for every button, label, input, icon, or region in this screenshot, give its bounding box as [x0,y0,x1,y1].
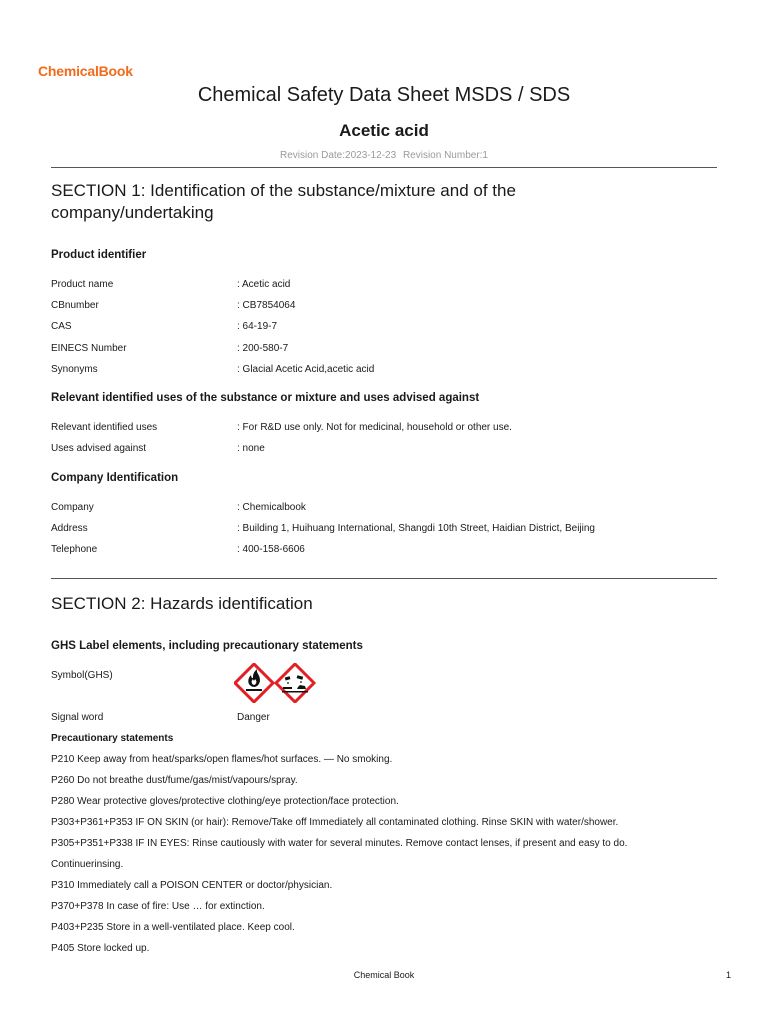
section-divider [51,578,717,579]
revision-date: Revision Date:2023-12-23 [279,150,397,161]
row-label: Company [51,502,94,513]
revision-info [0,150,768,161]
row-label: Uses advised against [51,443,147,454]
precautionary-statement: P305+P351+P338 IF IN EYES: Rinse cautiously with water for several minutes. Remove contact lenses, if present and easy to do. [51,838,628,849]
precautionary-statement: P210 Keep away from heat/sparks/open flames/hot surfaces. — No smoking. [51,754,393,765]
footer-label: Chemical Book [353,970,415,980]
row-label: Synonyms [51,364,98,375]
company-identification-heading: Company Identification [51,472,179,484]
product-title: Acetic acid [339,121,429,140]
precautionary-statement: P310 Immediately call a POISON CENTER or doctor/physician. [51,880,333,891]
section-2-heading: SECTION 2: Hazards identification [51,594,313,613]
flame-pictogram-icon [235,664,273,702]
row-label: EINECS Number [51,343,127,354]
signal-word: Danger [237,712,270,723]
company-row-telephone [51,544,731,558]
identifier-row-einecs [51,343,731,357]
uses-row-advised-against [51,443,731,457]
precautionary-statement: P405 Store locked up. [51,943,150,954]
precautionary-statement: P280 Wear protective gloves/protective clothing/eye protection/face protection. [51,796,399,807]
row-value: : 200-580-7 [237,343,289,354]
identifier-row-product-name [51,279,731,293]
symbol-ghs-row [51,670,731,684]
identifier-row-cbnumber [51,300,731,314]
section-1-heading-line-1: SECTION 1: Identification of the substance/mixture and of the [51,181,516,200]
row-label: CAS [51,321,72,332]
row-label: Symbol(GHS) [51,670,113,681]
row-value: : Glacial Acetic Acid,acetic acid [237,364,375,375]
precautionary-statement: Continuerinsing. [51,859,124,870]
page-number: 1 [725,970,731,980]
company-row-address [51,523,731,537]
row-value: : For R&D use only. Not for medicinal, household or other use. [237,422,512,433]
precautionary-statement: P370+P378 In case of fire: Use … for extinction. [51,901,265,912]
precautionary-statements-heading: Precautionary statements [51,733,174,744]
row-value: : 64-19-7 [237,321,278,332]
document-title: Chemical Safety Data Sheet MSDS / SDS [197,84,571,106]
ghs-label-heading: GHS Label elements, including precautionary statements [51,640,363,652]
uses-row-identified [51,422,731,436]
company-row-name [51,502,731,516]
precautionary-statement: P403+P235 Store in a well-ventilated place. Keep cool. [51,922,295,933]
brand-logo: ChemicalBook [38,63,133,79]
corrosion-pictogram-icon [276,664,314,702]
row-value: : Acetic acid [237,279,291,290]
product-identifier-heading: Product identifier [51,249,147,261]
identifier-row-synonyms [51,364,731,378]
signal-word-row [51,712,731,726]
ghs-pictograms [234,663,316,703]
row-value: : none [237,443,265,454]
precautionary-statement: P260 Do not breathe dust/fume/gas/mist/vapours/spray. [51,775,298,786]
revision-number: Revision Number:1 [402,150,488,161]
row-label: Signal word [51,712,104,723]
row-label: Product name [51,279,114,290]
header-divider [51,167,717,168]
row-value: : Chemicalbook [237,502,306,513]
uses-heading: Relevant identified uses of the substance or mixture and uses advised against [51,392,480,404]
row-value: : Building 1, Huihuang International, Shangdi 10th Street, Haidian District, Beijing [237,523,595,534]
identifier-row-cas [51,321,731,335]
row-label: CBnumber [51,300,99,311]
precautionary-statement: P303+P361+P353 IF ON SKIN (or hair): Remove/Take off Immediately all contaminated clothing. Rinse SKIN with water/shower. [51,817,619,828]
row-value: : CB7854064 [237,300,296,311]
row-label: Telephone [51,544,98,555]
row-value: : 400-158-6606 [237,544,305,555]
row-label: Relevant identified uses [51,422,158,433]
section-1-heading [51,180,691,224]
row-label: Address [51,523,88,534]
section-1-heading-line-2: company/undertaking [51,203,214,222]
